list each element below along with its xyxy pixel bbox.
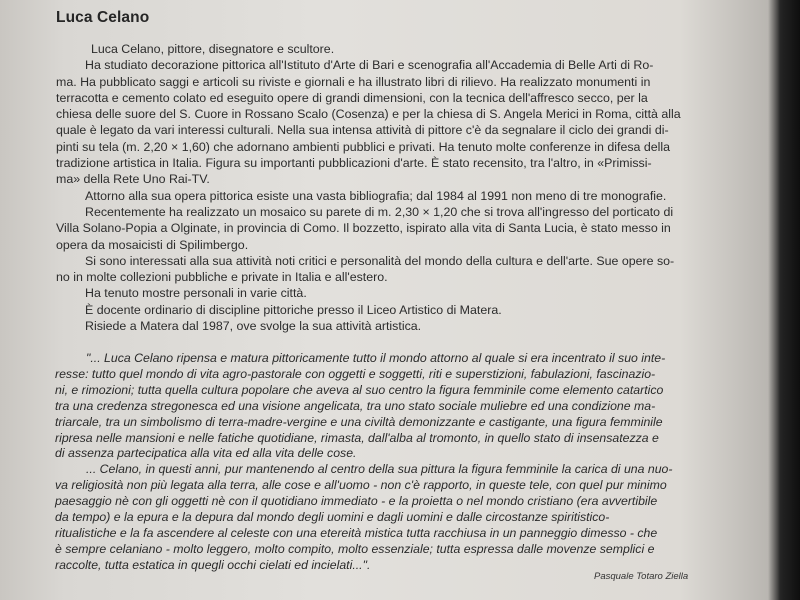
quote-line: resse: tutto quel mondo di vita agro-pastorale con oggetti e soggetti, riti e superstizioni, fabulazioni, fascinazio- xyxy=(55,366,656,381)
bio-line: pinti su tela (m. 2,20 × 1,60) che adornano ambienti pubblici e privati. Ha tenuto molte conferenze in difesa della xyxy=(56,139,671,154)
critic-quote xyxy=(55,351,706,574)
quote-line: è sempre celaniano - molto leggero, molto compito, molto essenziale; tutta espressa dalle movenze semplici e xyxy=(55,541,655,556)
quote-line: triarcale, tra un simbolismo di terra-madre-vergine e una civiltà demonizzante e castigante, una figura femminile xyxy=(55,414,663,429)
bio-line: Attorno alla sua opera pittorica esiste una vasta bibliografia; dal 1984 al 1991 non meno di tre monografie. xyxy=(85,188,667,203)
biography-text xyxy=(56,41,706,334)
bio-line: tradizione artistica in Italia. Figura su importanti pubblicazioni d'arte. È stato recensito, tra l'altro, in «Primissi- xyxy=(56,156,652,171)
bio-line: Luca Celano, pittore, disegnatore e scultore. xyxy=(91,42,335,56)
quote-line: ni, e rimozioni; tutta quella cultura popolare che aveva al suo centro la figura femminile come elemento catartico xyxy=(55,382,664,397)
page-edge-shadow xyxy=(778,0,800,600)
bio-line: terracotta e cemento colato ed eseguito opere di grandi dimensioni, con la tecnica dell'affresco secco, per la xyxy=(56,90,648,105)
bio-line: Ha studiato decorazione pittorica all'Istituto d'Arte di Bari e scenografia all'Accademia di Belle Arti di Ro- xyxy=(85,58,654,73)
quote-line: ... Celano, in questi anni, pur mantenendo al centro della sua pittura la figura femminile la carica di una nuo- xyxy=(86,462,673,477)
bio-line: Si sono interessati alla sua attività noti critici e personalità del mondo della cultura e dell'arte. Sue opere so- xyxy=(85,253,675,268)
quote-line: paesaggio nè con gli oggetti nè con il quotidiano immediato - e la proietta o nel mondo cristiano (era avvertibile xyxy=(55,494,658,509)
bio-line: Risiede a Matera dal 1987, ove svolge la sua attività artistica. xyxy=(85,319,422,334)
page-title: Luca Celano xyxy=(56,9,150,26)
bio-line: Villa Solano-Popia a Olginate, in provincia di Como. Il bozzetto, ispirato alla vita di Santa Lucia, è stato messo in xyxy=(56,221,671,236)
bio-line: opera da mosaicisti di Spilimbergo. xyxy=(56,237,249,252)
quote-line: raccolte, tutta estatica in quegli occhi cielati ed incielati...". xyxy=(55,557,371,572)
bio-line: no in molte collezioni pubbliche e private in Italia e all'estero. xyxy=(56,270,388,285)
quote-line: di assenza partecipatica alla vita ed alla vita delle cose. xyxy=(55,446,357,461)
quote-line: "... Luca Celano ripensa e matura pittoricamente tutto il mondo attorno al quale si era incentrato il suo inte- xyxy=(86,351,666,365)
bio-line: ma» della Rete Uno Rai-TV. xyxy=(56,172,210,187)
quote-line: tra una credenza stregonesca ed una visione angelicata, tra uno stato sociale muliebre ed una condizione ma- xyxy=(55,398,656,413)
bio-line: chiesa delle suore del S. Cuore in Rossano Scalo (Cosenza) e per la chiesa di S. Angela Merici in Roma, città alla xyxy=(56,107,681,122)
quote-line: va religiosità non più legata alla terra, alle cose e all'uomo - non c'è rapporto, in queste tele, con quel pur minimo xyxy=(55,478,667,493)
bio-line: Ha tenuto mostre personali in varie città. xyxy=(85,286,307,301)
quote-line: da tempo) e la epura e la depura dal mondo degli uomini e dagli uomini e dalle circostanze spiritistico- xyxy=(55,510,610,525)
quote-signature: Pasquale Totaro Ziella xyxy=(594,571,689,582)
bio-line: quale è legato da vari interessi culturali. Nella sua intensa attività di pittore c'è da segnalare il ciclo dei grandi di- xyxy=(56,123,669,138)
bio-line: È docente ordinario di discipline pittoriche presso il Liceo Artistico di Matera. xyxy=(85,302,502,317)
bio-line: ma. Ha pubblicato saggi e articoli su riviste e giornali e ha illustrato libri di rilievo. Ha realizzato monumenti in xyxy=(56,74,651,89)
quote-line: ritualistiche e la fa ascendere al celeste con una etereità mistica tutta racchiusa in un panneggio dimesso - che xyxy=(55,525,658,540)
quote-line: ripresa nelle mansioni e nelle fatiche quotidiane, rimasta, dall'alba al tromonto, in quello stato di insensatezza e xyxy=(55,430,659,445)
bio-line: Recentemente ha realizzato un mosaico su parete di m. 2,30 × 1,20 che si trova all'ingresso del porticato di xyxy=(85,204,674,219)
